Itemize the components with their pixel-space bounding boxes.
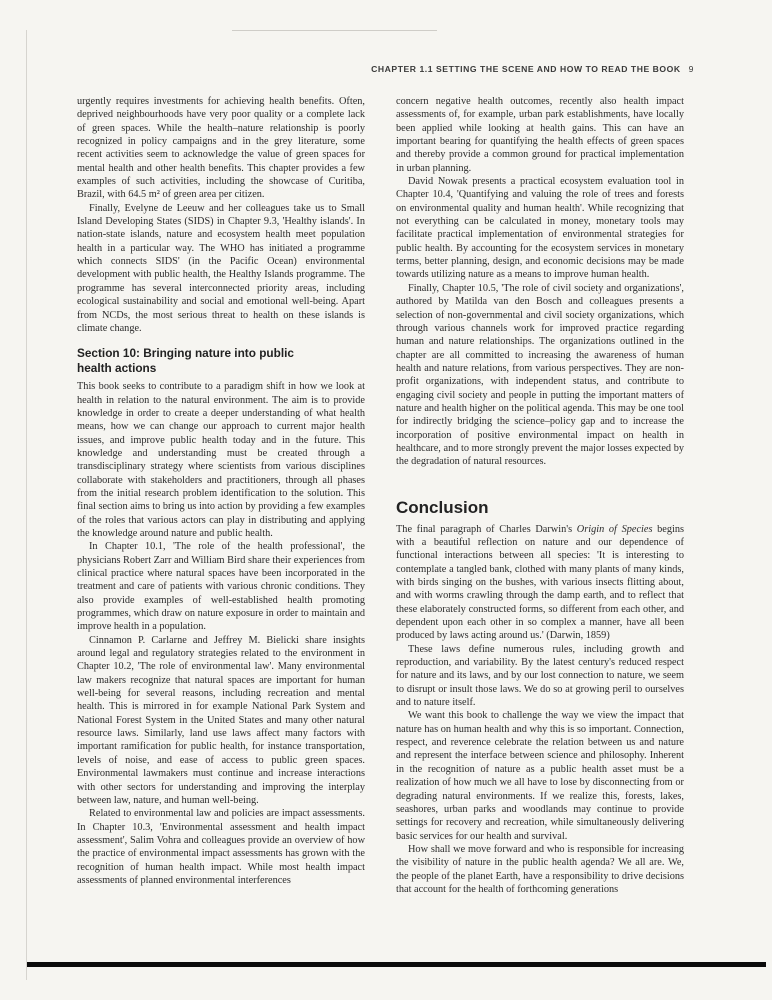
paragraph: Finally, Chapter 10.5, 'The role of civil society and organizations', authored by Matilda van den Bosch and colleagues presents a selection of non-governmental and civil society organizations, which through various channels work for improved practice regarding human and nature relationships. The organizations outlined in the chapter are all committed to increasing the awareness of human health and nature relations, from various perspectives. They are non-profit organizations, with independent status, and contribute to engaging civil society and people in putting the important matters of nature and health higher on the political agenda. This may be one tool for indirectly bridging the science–policy gap and to increase the incorporation of positive environmental impact on health in healthcare, and to more strongly prevent the major losses expected by the degradation of natural resources. [396,282,684,468]
conclusion-heading: Conclusion [396,497,489,517]
top-rule [232,30,437,31]
paragraph: This book seeks to contribute to a paradigm shift in how we look at health in relation to the natural environment. The aim is to provide knowledge in order to create a deeper understanding of what health means, how we can change our approach to current major health issues, and improve public health today and in the future. This knowledge and understanding must be created through a transdisciplinary strategy where scientists from various disciplines collaborate with stakeholders and practitioners, through all phases from the initial research problem identification to the solution. This final section aims to bring us into action by providing a few examples of the roles that various actors can play in distributing and applying the knowledge around nature and public health. [77,381,365,539]
section-heading: Section 10: Bringing nature into public health actions [77,346,294,375]
paragraph: We want this book to challenge the way we view the impact that nature has on human health and why this is so important. Connection, respect, and reverence celebrate the relation between us and nature and represent the interface between science and philosophy. Inherent in the recognition of nature as a public health asset must be a realization of how much we all have to lose by disconnecting from or degrading natural environments. If we realize this, forests, lakes, seashores, urban parks and woodlands may continue to provide settings for recovery and recreation, while simultaneously delivering basic services for our health and survival. [396,710,684,842]
running-head-title: CHAPTER 1.1 SETTING THE SCENE AND HOW TO READ THE BOOK [371,64,681,74]
paragraph: Finally, Evelyne de Leeuw and her colleagues take us to Small Island Developing States (SIDS) in Chapter 9.3, 'Healthy islands'. In nation-state islands, nature and ecosystem health meet population health in a particular way. The WHO has initiated a programme which connects SIDS' (in the Pacific Ocean) environmental development with public health, the Healthy Islands programme. The programme has several interconnected priority areas, including ecological sustainability and social and emotional well-being. Apart from NCDs, the most serious threat to health on these islands is climate change. [77,202,365,334]
paragraph: How shall we move forward and who is responsible for increasing the visibility of nature in the public health agenda? We all are. We, the people of the planet Earth, have a responsibility to drive decisions that account for the health of forthcoming generations [396,843,684,895]
text-run: The final paragraph of Charles Darwin's [396,523,577,535]
left-column [77,95,365,887]
page-gutter-line [26,30,27,980]
paragraph: David Nowak presents a practical ecosystem evaluation tool in Chapter 10.4, 'Quantifying and valuing the role of trees and forests on environmental quality and human health'. While recognizing that not everything can be calculated in money, monetary tools may facilitate practical implementation of environmental strategies for public health. By accounting for the ecosystem services in monetary terms, better planning, design, and economic decisions may be made towards utilizing nature as a means to improve human health. [396,176,684,281]
paragraph: concern negative health outcomes, recently also health impact assessments of, for example, urban park establishments, have locally been applied while looking at health gains. This can have an important bearing for quantifying the health effects of green spaces and thereby provide a common ground for practical implementation in urban planning. [396,96,684,174]
running-head [371,64,694,74]
text-run: begins with a beautiful reflection on nature and our dependence of functional interactions between all species: 'It is interesting to contemplate a tangled bank, clothed with many plants of many kinds, with birds singing on the bushes, with various insects flitting about, and with worms crawling through the damp earth, and to reflect that these elaborately constructed forms, so different from each other, and dependent upon each other in so complex a manner, have all been produced by laws acting around us.' (Darwin, 1859) [396,523,684,642]
paragraph: These laws define numerous rules, including growth and reproduction, and variability. By the latest century's reduced respect for nature and its laws, and by our lost connection to nature, we seem to disrupt or insult those laws. We do so at growing peril to ourselves and to nature itself. [396,643,684,709]
book-title-italic: Origin of Species [576,523,653,535]
paragraph-darwin-quote [396,523,684,643]
paragraph: Related to environmental law and policies are impact assessments. In Chapter 10.3, 'Environmental assessment and health impact assessment', Salim Vohra and colleagues provide an overview of how the practice of environmental impact assessments has grown with the recognition of human health impact. While most health impact assessments of planned environmental interferences [77,808,365,886]
bottom-edge-bar [27,962,766,967]
page-number: 9 [688,64,694,74]
right-column [396,95,684,896]
paragraph: urgently requires investments for achieving health benefits. Often, deprived neighbourhoods have very poor quality or a complete lack of green spaces. While the health–nature relationship is poorly recognized in policy campaigns and in the grey literature, some recent activities seem to acknowledge the value of green spaces for mental health and other health benefits. This chapter provides a few examples of such activities, including the showcase of Curitiba, Brazil, with 64.5 m² of green area per citizen. [77,96,365,201]
paragraph: Cinnamon P. Carlarne and Jeffrey M. Bielicki share insights around legal and regulatory strategies related to the environment in Chapter 10.2, 'The role of environmental law'. Many environmental law makers recognize that natural spaces are important for human well-being for several reasons, including recreation and mental health. This is mirrored in for example National Park System and National Forest System in the United States and many other natural resource laws. Similarly, land use laws affect many factors with important ramification for public health, for instance transportation, levels of noise, and ease of access to public green spaces. Environmental lawmakers must continue and increase interactions with other sectors for understanding and improving the interplay between law, nature, and human well-being. [77,634,365,806]
paragraph: In Chapter 10.1, 'The role of the health professional', the physicians Robert Zarr and William Bird share their experiences from clinical practice where natural spaces have been incorporated in the treatment and care of patients with various chronic conditions. They also provide examples of well-established health promoting programmes, which draw on nature exposure in order to maintain and improve health in a population. [77,541,365,633]
